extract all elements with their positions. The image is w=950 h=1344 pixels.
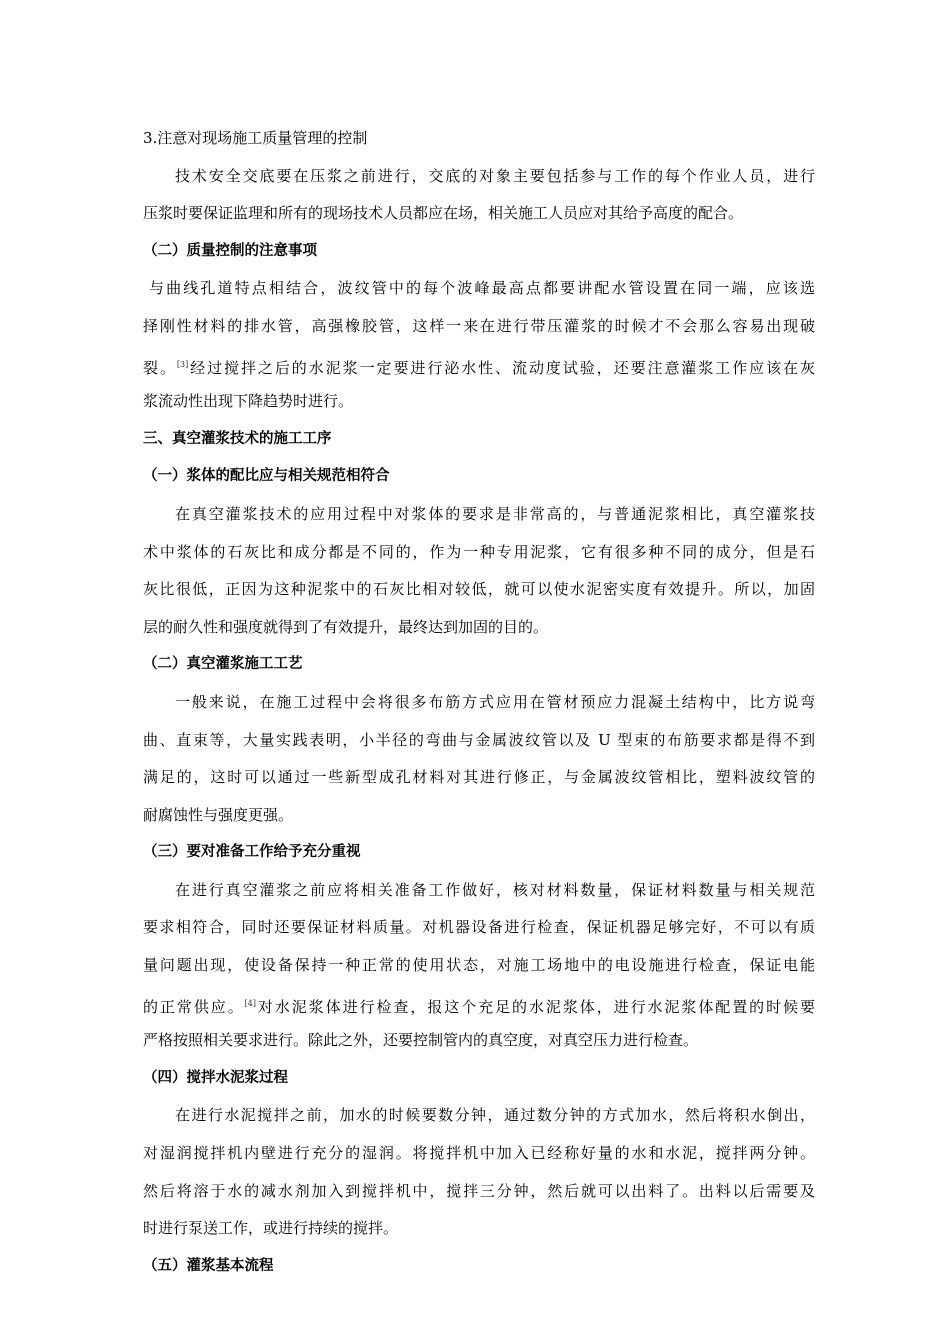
paragraph-line: 量问题出现，使设备保持一种正常的使用状态，对施工场地中的电设施进行检查，保证电能: [143, 956, 815, 975]
paragraph-line: 浆流动性出现下降趋势时进行。: [143, 392, 354, 411]
subsection-heading: （五）灌浆基本流程: [143, 1257, 274, 1274]
paragraph-line: 要求相符合，同时还要保证材料质量。对机器设备进行检查，保证机器足够完好，不可以有质: [143, 918, 815, 937]
paragraph-line: 灰比很低，正因为这种泥浆中的石灰比相对较低，就可以使水泥密实度有效提升。所以，加固: [143, 580, 815, 599]
paragraph-line: 在进行真空灌浆之前应将相关准备工作做好，核对材料数量，保证材料数量与相关规范: [175, 880, 815, 899]
subsection-heading: （二）真空灌浆施工工艺: [143, 656, 303, 673]
part-heading: 三、真空灌浆技术的施工工序: [143, 430, 332, 447]
paragraph-line: 对湿润搅拌机内壁进行充分的湿润。将搅拌机中加入已经称好量的水和水泥，搅拌两分钟。: [143, 1144, 815, 1163]
paragraph-line: 在进行水泥搅拌之前，加水的时候要数分钟，通过数分钟的方式加水，然后将积水倒出，: [175, 1106, 815, 1125]
text-span: 对水泥浆体进行检查，报这个充足的水泥浆体，进行水泥浆体配置的时候要: [255, 997, 815, 1016]
paragraph-line: 严格按照相关要求进行。除此之外，还要控制管内的真空度，对真空压力进行检查。: [143, 1031, 699, 1050]
paragraph-line: 时进行泵送工作，或进行持续的搅拌。: [143, 1219, 399, 1238]
section-heading: 3.注意对现场施工质量管理的控制: [143, 129, 368, 147]
paragraph-line: [143, 346, 815, 384]
subsection-heading: （二）质量控制的注意事项: [143, 242, 317, 259]
paragraph-line: 择刚性材料的排水管，高强橡胶管，这样一来在进行带压灌浆的时候才不会那么容易出现破: [143, 316, 815, 335]
paragraph-line: 然后将溶于水的减水剂加入到搅拌机中，搅拌三分钟，然后就可以出料了。出料以后需要及: [143, 1181, 815, 1200]
text-span: 的正常供应。: [143, 997, 245, 1016]
paragraph-line: 曲、直束等，大量实践表明，小半径的弯曲与金属波纹管以及 U 型束的布筋要求都是得不到: [143, 730, 815, 749]
subsection-heading: （四）搅拌水泥浆过程: [143, 1069, 288, 1086]
citation-ref: [3]: [176, 359, 189, 369]
text-span: 经过搅拌之后的水泥浆一定要进行泌水性、流动度试验，还要注意灌浆工作应该在灰: [188, 358, 815, 377]
paragraph-line: 一般来说，在施工过程中会将很多布筋方式应用在管材预应力混凝土结构中，比方说弯: [175, 692, 815, 711]
text-span: 裂。: [143, 358, 177, 377]
paragraph-line: 满足的，这时可以通过一些新型成孔材料对其进行修正，与金属波纹管相比，塑料波纹管的: [143, 768, 815, 787]
subsection-heading: （一）浆体的配比应与相关规范相符合: [143, 468, 390, 485]
paragraph-line: 与曲线孔道特点相结合，波纹管中的每个波峰最高点都要讲配水管设置在同一端，应该选: [149, 279, 815, 298]
paragraph-line: 在真空灌浆技术的应用过程中对浆体的要求是非常高的，与普通泥浆相比，真空灌浆技: [175, 504, 815, 523]
paragraph-line: [143, 985, 815, 1023]
paragraph-line: 层的耐久性和强度就得到了有效提升，最终达到加固的目的。: [143, 617, 549, 636]
paragraph-line: 技术安全交底要在压浆之前进行，交底的对象主要包括参与工作的每个作业人员，进行: [175, 166, 815, 185]
paragraph-line: 耐腐蚀性与强度更强。: [143, 805, 294, 824]
document-body: [143, 120, 815, 1285]
citation-ref: [4]: [244, 998, 256, 1008]
paragraph-line: 术中浆体的石灰比和成分都是不同的，作为一种专用泥浆，它有很多种不同的成分，但是石: [143, 542, 815, 561]
subsection-heading: （三）要对准备工作给予充分重视: [143, 844, 361, 861]
paragraph-line: 压浆时要保证监理和所有的现场技术人员都应在场，相关施工人员应对其给予高度的配合。: [143, 204, 744, 223]
